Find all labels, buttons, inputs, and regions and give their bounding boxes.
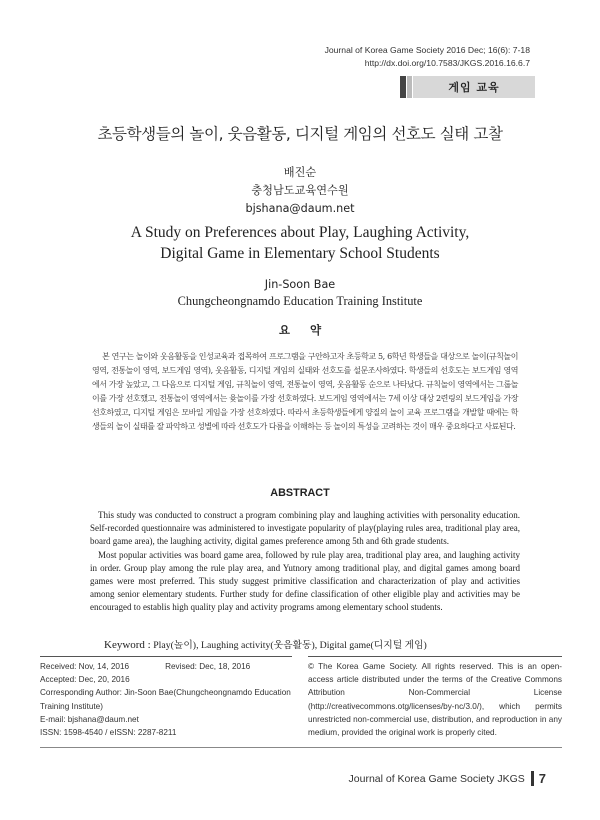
journal-citation: Journal of Korea Game Society 2016 Dec; 16(6): 7-18 bbox=[324, 45, 530, 55]
section-tag bbox=[400, 76, 535, 98]
abstract-en-para1: This study was conducted to construct a program combining play and laughing activities with personality education. Self-recorded questionnaire was administered to investigate popularity of play(playing rules area, traditional play area, board game area), the laughing activity, digital games preference among 5th and 6th grade students. bbox=[90, 510, 520, 546]
author-block-en bbox=[0, 276, 600, 310]
divider bbox=[308, 656, 562, 657]
license-text: © The Korea Game Society. All rights reserved. This is an open-access article distributed under the terms of the Creative Commons Attribution Non-Commercial License (http://creativecommons.otg/licenses/by-nc/3.0/), which permits unrestricted non-commercial use, distribution, and reproduction in any medium, provided the original work is properly cited. bbox=[308, 662, 562, 738]
dates-row bbox=[40, 660, 292, 673]
divider bbox=[40, 656, 292, 657]
corresponding-author: Corresponding Author: Jin-Soon Bae(Chungcheongnamdo Education Training Institute) bbox=[40, 688, 291, 711]
received-date: Received: Nov, 14, 2016 bbox=[40, 662, 130, 671]
abstract-ko-body: 본 연구는 놀이와 웃음활동을 인성교육과 접목하여 프로그램을 구안하고자 초등학교 5, 6학년 학생들을 대상으로 놀이(규칙놀이 영역, 전통놀이 영역, 보드게임 영역), 웃음활동, 디지털 게임의 실태와 선호도를 설문조사하였다. 학생들의 선호도는 보드게임 영역에서 가장 높았고, 그 다음으로 디지털 게임, 규칙놀이 영역, 전통놀이 영역, 웃음활동 순으로 나타났다. 규칙놀이 영역에서는 그룹놀이를 가장 선호했고, 전통놀이 영역에서는 윷놀이를 가장 선호하였다. 보드게임 영역에서는 7세 이상 대상 2련링의 보드게임을 가장 선호하였고, 디지털 게임은 모바일 게임을 가장 선호하였다. 따라서 초등학생들에게 양질의 놀이 교육 프로그램을 개발할 때에는 학생들의 놀이 실태를 잘 파악하고 성별에 따라 선호도가 다름을 이해하는 등 놀이의 특성을 고려하는 것이 매우 중요하다고 사료된다. bbox=[92, 352, 518, 431]
abstract-ko-heading: 요 약 bbox=[278, 323, 330, 337]
section-tag-bar bbox=[400, 76, 406, 98]
accepted-date: Accepted: Dec, 20, 2016 bbox=[40, 675, 130, 685]
author-affiliation-ko: 충청남도교육연수원 bbox=[251, 184, 349, 197]
corresponding-email[interactable]: E-mail: bjshana@daum.net bbox=[40, 714, 139, 724]
paper-title-en bbox=[0, 222, 600, 264]
abstract-en-para2: Most popular activities was board game area, followed by rule play area, traditional play area, and laughing activity in order. Group play among the rule play area, and Yutnory among traditional play, and digital games among board games were most preferred. This study suggest primitive classification and characterization of play and activities among senior elementary students. Further study for define classification of other eligible play and activities may be encouraged to establis high quality play and activity programs among elementary school students. bbox=[90, 550, 520, 612]
author-email[interactable]: bjshana@daum.net bbox=[245, 202, 355, 215]
paper-title-en-line1: A Study on Preferences about Play, Laughing Activity, bbox=[130, 224, 470, 241]
article-info bbox=[40, 660, 292, 739]
keywords-label: Keyword : bbox=[104, 639, 151, 651]
section-label: 게임 교육 bbox=[413, 76, 535, 98]
issn: ISSN: 1598-4540 / eISSN: 2287-8211 bbox=[40, 728, 177, 738]
keywords bbox=[104, 637, 524, 651]
author-name-en: Jin-Soon Bae bbox=[264, 278, 336, 291]
paper-title-en-line2: Digital Game in Elementary School Students bbox=[160, 245, 440, 262]
journal-header bbox=[325, 44, 530, 70]
page-number: 7 bbox=[538, 771, 546, 786]
keywords-text: Play(놀이), Laughing activity(웃음활동), Digital game(디지털 게임) bbox=[153, 640, 427, 651]
author-name-ko: 배진순 bbox=[283, 166, 317, 179]
revised-date: Revised: Dec, 18, 2016 bbox=[165, 662, 251, 671]
author-affiliation-en: Chungcheongnamdo Education Training Institute bbox=[177, 294, 423, 308]
footer-journal: Journal of Korea Game Society JKGS bbox=[348, 772, 525, 785]
doi-link[interactable]: http://dx.doi.org/10.7583/JKGS.2016.16.6.7 bbox=[364, 58, 530, 68]
author-block-ko bbox=[0, 164, 600, 218]
abstract-en bbox=[90, 509, 520, 614]
paper-title-ko: 초등학생들의 놀이, 웃음활동, 디지털 게임의 선호도 실태 고찰 bbox=[97, 125, 503, 143]
abstract-en-heading: ABSTRACT bbox=[270, 487, 330, 499]
footer-divider bbox=[40, 747, 562, 748]
page-footer bbox=[349, 771, 546, 786]
section-tag-bar bbox=[407, 76, 412, 98]
footer-separator bbox=[531, 771, 534, 786]
abstract-ko bbox=[92, 350, 518, 433]
